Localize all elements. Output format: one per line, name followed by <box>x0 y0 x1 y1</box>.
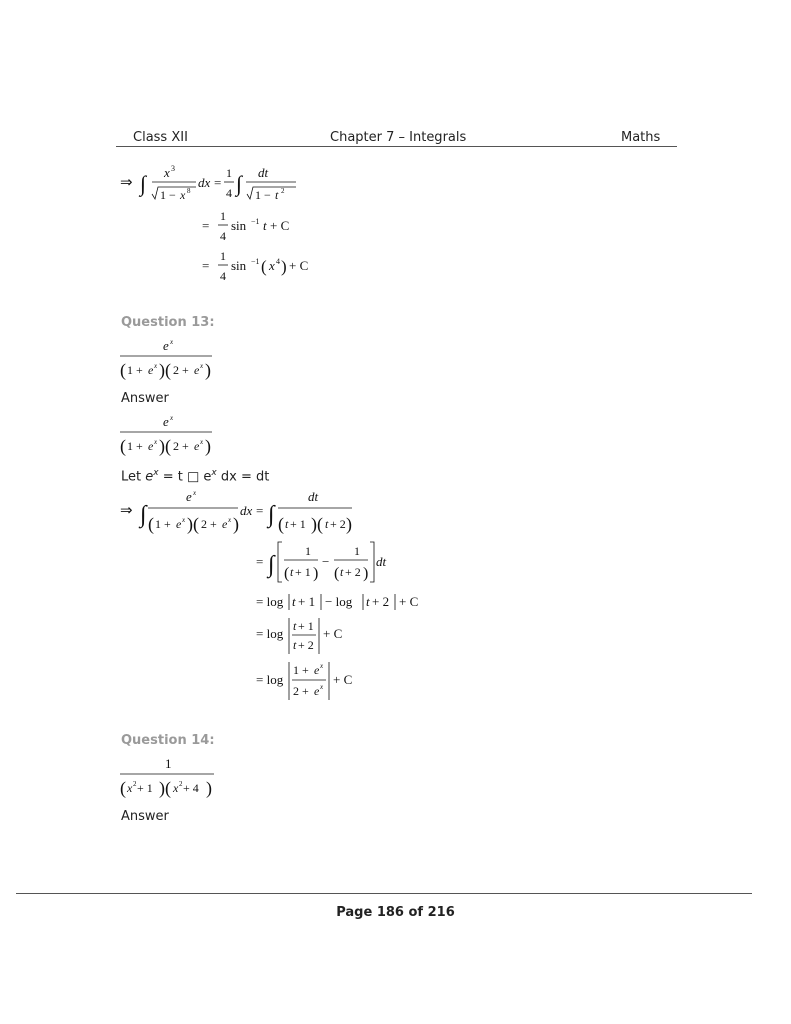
svg-text:e: e <box>314 684 320 698</box>
svg-text:4: 4 <box>220 229 226 243</box>
svg-text:+ 2: + 2 <box>372 594 390 609</box>
header-chapter: Chapter 7 – Integrals <box>330 130 467 145</box>
svg-text:)(: )( <box>311 514 323 534</box>
svg-text:8: 8 <box>187 187 191 195</box>
svg-text:∫: ∫ <box>236 171 243 196</box>
svg-text:−: − <box>322 554 330 569</box>
svg-text:⇒: ⇒ <box>120 175 133 191</box>
svg-text:e: e <box>176 517 182 531</box>
svg-text:+ C: + C <box>270 218 290 233</box>
svg-text:dt: dt <box>376 554 387 569</box>
svg-text:2: 2 <box>281 187 285 195</box>
svg-text:+ 2: + 2 <box>298 638 314 652</box>
page-number: Page 186 of 216 <box>336 905 455 920</box>
svg-text:)(: )( <box>159 436 171 456</box>
svg-text:2 +: 2 + <box>293 684 309 698</box>
svg-text:4: 4 <box>226 186 232 200</box>
svg-text:x: x <box>320 683 324 691</box>
svg-text:1 −: 1 − <box>160 188 176 202</box>
svg-text:1: 1 <box>220 249 226 263</box>
svg-text:1 +: 1 + <box>293 663 309 677</box>
svg-text:t: t <box>292 594 296 609</box>
svg-text:x: x <box>170 414 174 422</box>
svg-text:)(: )( <box>159 778 171 798</box>
svg-text:t: t <box>275 188 279 202</box>
svg-text:t: t <box>290 565 294 579</box>
svg-text:): ) <box>233 514 239 534</box>
svg-text:(: ( <box>120 778 126 798</box>
svg-text:+ C: + C <box>399 594 418 609</box>
svg-text:dx: dx <box>198 175 211 190</box>
svg-text:sin: sin <box>231 258 247 273</box>
svg-text:(: ( <box>261 257 267 276</box>
svg-text:): ) <box>205 436 211 456</box>
svg-text:3: 3 <box>171 164 175 173</box>
svg-text:2 +: 2 + <box>173 439 189 453</box>
svg-text:t: t <box>293 619 297 633</box>
svg-text:x: x <box>200 362 204 370</box>
svg-text:x: x <box>173 781 179 795</box>
svg-text:dt: dt <box>308 490 319 504</box>
question-14-answer-label: Answer <box>121 809 169 824</box>
svg-text:(: ( <box>120 360 126 380</box>
svg-text:(: ( <box>278 514 284 534</box>
svg-text:): ) <box>281 257 287 276</box>
svg-text:): ) <box>346 514 352 534</box>
svg-text:4: 4 <box>220 269 226 283</box>
svg-text:x: x <box>269 258 275 273</box>
svg-text:4: 4 <box>276 257 280 266</box>
svg-text:dx: dx <box>240 503 253 518</box>
svg-text:e: e <box>194 439 200 453</box>
svg-text:1 +: 1 + <box>127 439 143 453</box>
svg-text:x: x <box>170 338 174 346</box>
svg-text:x: x <box>164 165 170 180</box>
svg-text:+ 2: + 2 <box>345 565 361 579</box>
svg-text:e: e <box>314 663 320 677</box>
svg-text:+ 1: + 1 <box>298 594 316 609</box>
svg-text:1: 1 <box>220 209 226 223</box>
svg-text:)(: )( <box>187 514 199 534</box>
svg-text:x: x <box>228 516 232 524</box>
svg-text:x: x <box>154 362 158 370</box>
svg-text:1: 1 <box>354 544 360 558</box>
svg-text:∫: ∫ <box>268 502 275 528</box>
svg-text:)(: )( <box>159 360 171 380</box>
svg-text:e: e <box>163 414 169 429</box>
header-rule <box>116 146 677 147</box>
question-13-label: Question 13: <box>121 315 215 330</box>
svg-text:t: t <box>293 638 297 652</box>
svg-text:e: e <box>163 338 169 353</box>
question-14-label: Question 14: <box>121 733 215 748</box>
footer-rule <box>16 893 752 894</box>
svg-text:= log: = log <box>256 672 284 687</box>
svg-text:+ 1: + 1 <box>295 565 311 579</box>
svg-text:1 +: 1 + <box>127 363 143 377</box>
svg-text:x: x <box>320 662 324 670</box>
svg-text:(: ( <box>148 514 154 534</box>
q13-integrand-repeat <box>118 414 218 460</box>
svg-text:1: 1 <box>305 544 311 558</box>
svg-text:=: = <box>202 258 210 273</box>
svg-text:e: e <box>148 363 154 377</box>
svg-text:+ 1: + 1 <box>137 781 153 795</box>
svg-text:+ C: + C <box>289 258 309 273</box>
svg-text:+ C: + C <box>323 626 343 641</box>
svg-text:+ 2: + 2 <box>330 517 346 531</box>
svg-text:1: 1 <box>226 166 232 180</box>
svg-text:−1: −1 <box>251 257 260 266</box>
svg-text:=: = <box>214 175 222 190</box>
svg-text:+ C: + C <box>333 672 353 687</box>
svg-text:e: e <box>194 363 200 377</box>
svg-text:=: = <box>256 554 264 569</box>
svg-text:∫: ∫ <box>140 171 147 196</box>
svg-text:=: = <box>202 218 210 233</box>
svg-text:e: e <box>186 490 192 504</box>
svg-text:): ) <box>205 360 211 380</box>
svg-text:t: t <box>325 517 329 531</box>
svg-text:= log: = log <box>256 626 284 641</box>
svg-text:⇒: ⇒ <box>120 503 133 519</box>
svg-text:t: t <box>366 594 370 609</box>
svg-text:2: 2 <box>133 780 137 788</box>
header-class: Class XII <box>133 130 188 145</box>
header-subject: Maths <box>621 130 661 145</box>
svg-text:t: t <box>285 517 289 531</box>
svg-text:1: 1 <box>165 756 172 771</box>
svg-text:(: ( <box>284 565 290 582</box>
svg-text:−1: −1 <box>251 217 260 226</box>
q13-integrand <box>118 338 218 384</box>
svg-text:2 +: 2 + <box>201 517 217 531</box>
svg-text:t: t <box>263 218 267 233</box>
substitution-line: Let $e^x = t$ □ $e^x$ dx = dt <box>121 468 270 485</box>
q13-solution-math <box>118 490 418 702</box>
q12-solution-math <box>118 160 358 288</box>
svg-text:x: x <box>154 438 158 446</box>
svg-text:x: x <box>200 438 204 446</box>
svg-text:x: x <box>182 516 186 524</box>
svg-text:+ 1: + 1 <box>290 517 306 531</box>
svg-text:x: x <box>180 188 186 202</box>
svg-text:e: e <box>222 517 228 531</box>
svg-text:(: ( <box>120 436 126 456</box>
svg-text:+ 4: + 4 <box>183 781 199 795</box>
svg-text:(: ( <box>334 565 340 582</box>
svg-text:x: x <box>193 490 197 497</box>
svg-text:e: e <box>148 439 154 453</box>
svg-text:− log: − log <box>325 594 353 609</box>
q14-integrand <box>118 756 222 802</box>
question-13-answer-label: Answer <box>121 391 169 406</box>
svg-text:): ) <box>363 565 369 582</box>
svg-text:∫: ∫ <box>140 502 147 528</box>
svg-text:=: = <box>256 503 264 518</box>
svg-text:1 +: 1 + <box>155 517 171 531</box>
svg-text:dt: dt <box>258 165 269 180</box>
svg-text:): ) <box>206 778 212 798</box>
svg-text:∫: ∫ <box>268 552 275 578</box>
svg-text:t: t <box>340 565 344 579</box>
svg-text:): ) <box>313 565 319 582</box>
svg-text:+ 1: + 1 <box>298 619 314 633</box>
svg-text:sin: sin <box>231 218 247 233</box>
svg-text:x: x <box>127 781 133 795</box>
svg-text:1 −: 1 − <box>255 188 271 202</box>
svg-text:2: 2 <box>179 780 183 788</box>
svg-text:= log: = log <box>256 594 284 609</box>
svg-text:2 +: 2 + <box>173 363 189 377</box>
